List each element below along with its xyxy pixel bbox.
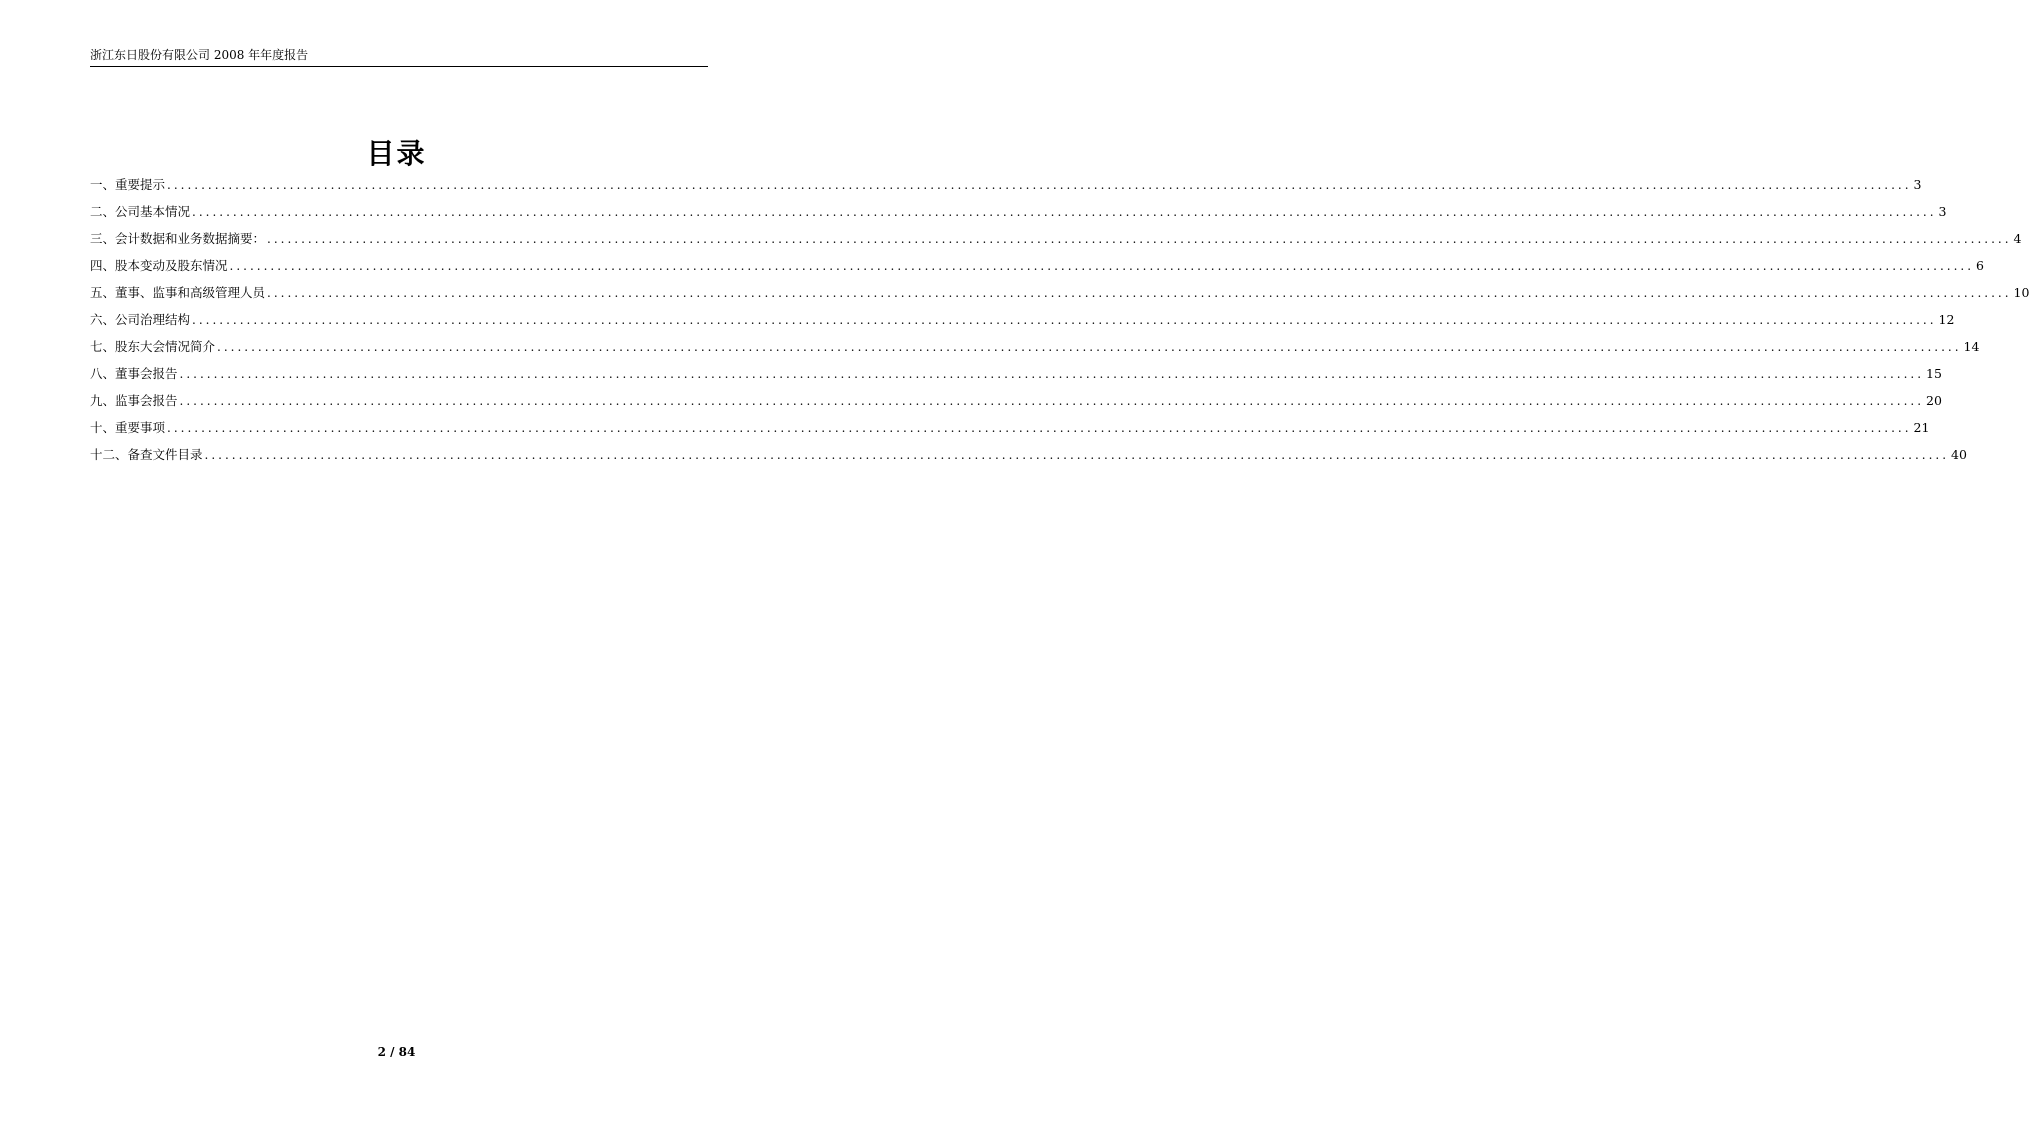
toc-entry-label: 六、公司治理结构 (90, 312, 191, 327)
toc-dot-leader: ................................................................................................................................................................................................................................................................ (167, 421, 1912, 435)
toc-dot-leader: ................................................................................................................................................................................................................................................................ (229, 259, 1975, 273)
toc-entry-label: 三、会计数据和业务数据摘要： (90, 231, 266, 246)
toc-entry-governance[interactable] (90, 308, 1955, 335)
toc-entry-page: 4 (2013, 231, 2022, 246)
toc-dot-leader: ................................................................................................................................................................................................................................................................ (267, 286, 2012, 300)
toc-dot-leader: ................................................................................................................................................................................................................................................................ (192, 313, 1937, 327)
toc-entry-directors[interactable] (90, 281, 2029, 308)
toc-entry-label: 八、董事会报告 (90, 366, 178, 381)
toc-entry-label: 十二、备查文件目录 (90, 447, 203, 462)
toc-entry-page: 12 (1938, 312, 1955, 327)
toc-entry-share-capital[interactable] (90, 254, 1984, 281)
toc-entry-label: 五、董事、监事和高级管理人员 (90, 285, 266, 300)
toc-entry-page: 21 (1913, 420, 1930, 435)
toc-dot-leader: ................................................................................................................................................................................................................................................................ (267, 232, 2012, 246)
toc-dot-leader: ................................................................................................................................................................................................................................................................ (204, 448, 1950, 462)
toc-entry-label: 九、监事会报告 (90, 393, 178, 408)
toc-dot-leader: ................................................................................................................................................................................................................................................................ (217, 340, 1962, 354)
toc-entry-page: 20 (1926, 393, 1942, 408)
toc-entry-important-notice[interactable] (90, 173, 1922, 200)
toc-entry-reference-documents[interactable] (90, 443, 1967, 470)
toc-dot-leader: ................................................................................................................................................................................................................................................................ (179, 367, 1925, 381)
page-number: 2 / 84 (377, 1045, 416, 1059)
toc-entry-supervisory-report[interactable] (90, 389, 1942, 416)
toc-entry-significant-matters[interactable] (90, 416, 1930, 443)
toc-entry-page: 6 (1976, 258, 1984, 273)
toc-entry-financial-summary[interactable] (90, 227, 2022, 254)
toc-entry-label: 四、股本变动及股东情况 (90, 258, 228, 273)
toc-entry-page: 15 (1926, 366, 1942, 381)
table-of-contents (90, 173, 2029, 470)
toc-entry-label: 七、股东大会情况简介 (90, 339, 216, 354)
toc-dot-leader: ................................................................................................................................................................................................................................................................ (192, 205, 1937, 219)
running-header: 浙江东日股份有限公司 2008 年年度报告 (90, 48, 309, 62)
toc-entry-label: 十、重要事项 (90, 420, 166, 435)
toc-entry-board-report[interactable] (90, 362, 1942, 389)
toc-entry-page: 40 (1951, 447, 1967, 462)
toc-entry-shareholder-meetings[interactable] (90, 335, 1980, 362)
toc-entry-label: 二、公司基本情况 (90, 204, 191, 219)
toc-entry-page: 3 (1913, 177, 1922, 192)
toc-entry-page: 3 (1938, 204, 1947, 219)
toc-dot-leader: ................................................................................................................................................................................................................................................................ (167, 178, 1912, 192)
toc-entry-company-profile[interactable] (90, 200, 1947, 227)
toc-title: 目录 (366, 137, 427, 170)
toc-entry-label: 一、重要提示 (90, 177, 166, 192)
toc-entry-page: 10 (2013, 285, 2029, 300)
toc-dot-leader: ................................................................................................................................................................................................................................................................ (179, 394, 1925, 408)
toc-entry-page: 14 (1963, 339, 1980, 354)
header-divider (90, 66, 708, 67)
